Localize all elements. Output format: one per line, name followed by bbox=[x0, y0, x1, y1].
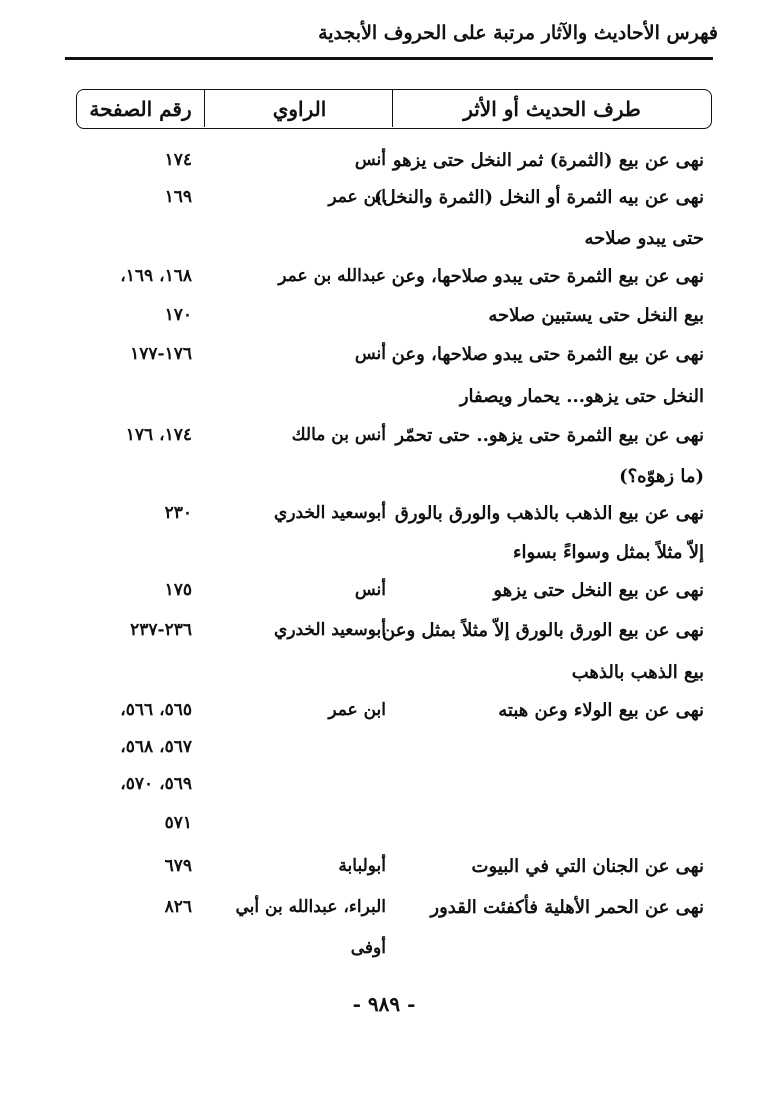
page-ref: ١٦٨، ١٦٩، bbox=[120, 266, 192, 286]
narrator-text: أبوسعيد الخدري bbox=[274, 503, 386, 523]
running-head: فهرس الأحاديث والآثار مرتبة على الحروف الأبجدية bbox=[318, 22, 718, 44]
narrator-text: ابن عمر bbox=[328, 187, 386, 207]
narrator-text: ابن عمر bbox=[328, 700, 386, 720]
table-header bbox=[76, 89, 712, 129]
hadith-text: نهى عن بيع الثمرة حتى يزهو.. حتى تحمّر bbox=[395, 425, 704, 446]
narrator-text: أنس bbox=[354, 344, 386, 364]
hadith-text: النخل حتى يزهو... يحمار ويصفار bbox=[459, 386, 704, 407]
hadith-text: إلاّ مثلاً بمثل وسواءً بسواء bbox=[513, 542, 704, 563]
page-ref: ١٧٥ bbox=[164, 580, 192, 600]
hadith-text: بيع الذهب بالذهب bbox=[571, 662, 704, 683]
table-row bbox=[0, 897, 768, 933]
narrator-text: أنس bbox=[354, 150, 386, 170]
page-ref: ٥٦٩، ٥٧٠، bbox=[120, 774, 192, 794]
hadith-text: نهى عن بيع الثمرة حتى يبدو صلاحها، وعن bbox=[391, 344, 704, 365]
page-ref: ٥٦٧، ٥٦٨، bbox=[120, 737, 192, 757]
column-header-narrator: الراوي bbox=[204, 90, 394, 127]
page-ref: ٥٦٥، ٥٦٦، bbox=[120, 700, 192, 720]
table-row bbox=[0, 662, 768, 698]
table-row bbox=[0, 856, 768, 892]
hadith-text: نهى عن بيع الورق بالورق إلاّ مثلاً بمثل وعن bbox=[382, 620, 704, 641]
table-row bbox=[0, 425, 768, 461]
table-row bbox=[0, 542, 768, 578]
table-row bbox=[0, 386, 768, 422]
narrator-text: أنس بن مالك bbox=[291, 425, 386, 445]
table-row bbox=[0, 620, 768, 656]
page-ref: ٢٣٠ bbox=[164, 503, 192, 523]
page-ref: ٦٧٩ bbox=[164, 856, 192, 876]
narrator-text: أنس bbox=[354, 580, 386, 600]
table-row bbox=[0, 228, 768, 264]
hadith-text: نهى عن بيع الثمرة حتى يبدو صلاحها، وعن bbox=[391, 266, 704, 287]
narrator-text: أبوسعيد الخدري bbox=[274, 620, 386, 640]
table-row bbox=[0, 503, 768, 539]
hadith-text: نهى عن بيع النخل حتى يزهو bbox=[493, 580, 704, 601]
hadith-text: نهى عن بيع الذهب بالذهب والورق بالورق bbox=[394, 503, 704, 524]
hadith-text: نهى عن بيع (الثمرة) ثمر النخل حتى يزهو bbox=[392, 150, 704, 171]
narrator-text: أوفى bbox=[350, 938, 386, 958]
table-row bbox=[0, 774, 768, 810]
table-row bbox=[0, 466, 768, 502]
table-row bbox=[0, 700, 768, 736]
narrator-text: أبولبابة bbox=[338, 856, 386, 876]
table-row bbox=[0, 187, 768, 223]
table-row bbox=[0, 266, 768, 302]
column-header-hadith: طرف الحديث أو الأثر bbox=[392, 90, 711, 127]
page-ref: ١٧٤، ١٧٦ bbox=[125, 425, 192, 445]
page-ref: ١٧٠ bbox=[164, 305, 192, 325]
table-row bbox=[0, 305, 768, 341]
page-ref: ٥٧١ bbox=[164, 813, 192, 833]
page-ref: ٢٣٦-٢٣٧ bbox=[130, 620, 192, 640]
column-header-page: رقم الصفحة bbox=[89, 96, 192, 121]
table-row bbox=[0, 150, 768, 186]
table-row bbox=[0, 580, 768, 616]
table-row bbox=[0, 938, 768, 974]
table-row bbox=[0, 737, 768, 773]
page-ref: ١٦٩ bbox=[164, 187, 192, 207]
hadith-text: حتى يبدو صلاحه bbox=[584, 228, 704, 249]
narrator-text: عبدالله بن عمر bbox=[278, 266, 386, 286]
hadith-text: نهى عن الجنان التي في البيوت bbox=[471, 856, 704, 877]
hadith-text: نهى عن بيع الولاء وعن هبته bbox=[498, 700, 704, 721]
hadith-text: بيع النخل حتى يستبين صلاحه bbox=[488, 305, 704, 326]
page-number: - ٩٨٩ - bbox=[352, 992, 416, 1016]
page-ref: ٨٢٦ bbox=[164, 897, 192, 917]
narrator-text: البراء، عبدالله بن أبي bbox=[235, 897, 386, 917]
table-row bbox=[0, 813, 768, 849]
header-rule bbox=[65, 57, 713, 60]
hadith-text: نهى عن بيه الثمرة أو النخل (الثمرة والنخل) bbox=[374, 187, 704, 208]
page-ref: ١٧٤ bbox=[164, 150, 192, 170]
hadith-text: نهى عن الحمر الأهلية فأكفئت القدور bbox=[430, 897, 704, 918]
page-ref: ١٧٦-١٧٧ bbox=[130, 344, 192, 364]
table-row bbox=[0, 344, 768, 380]
hadith-text: (ما زهوّه؟) bbox=[619, 466, 704, 487]
